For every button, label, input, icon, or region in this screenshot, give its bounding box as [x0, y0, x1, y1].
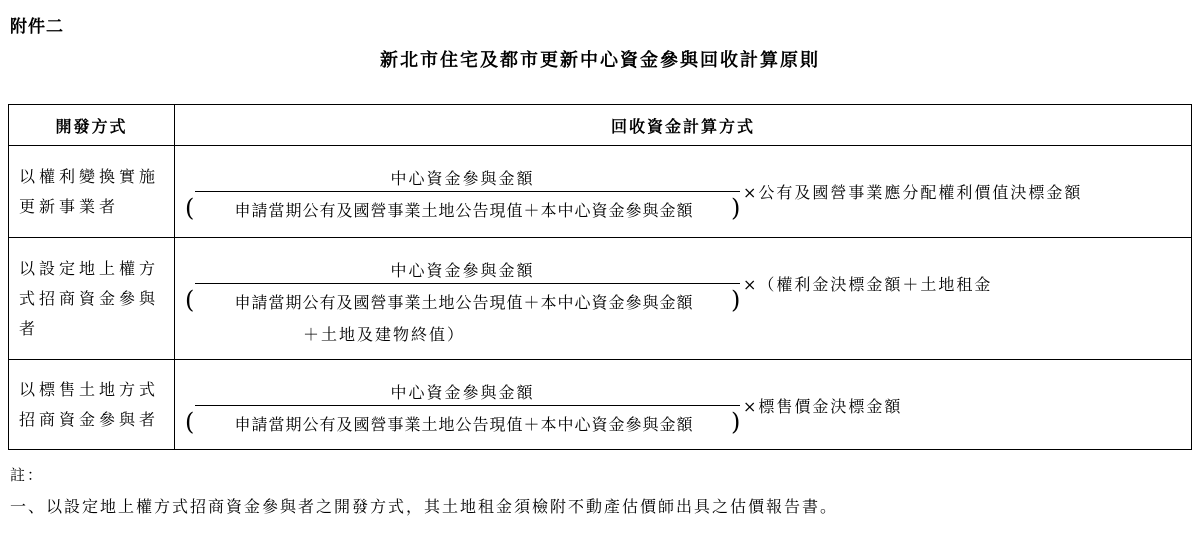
formula	[185, 158, 1185, 228]
table-row	[9, 146, 1192, 238]
fraction-line	[195, 283, 740, 284]
notes-label: 註：	[10, 466, 45, 484]
left-paren: (	[185, 408, 195, 436]
attachment-label: 附件二	[10, 17, 64, 37]
right-paren: )	[731, 408, 741, 436]
calculation-table	[8, 104, 1192, 450]
table-header-row	[9, 105, 1192, 146]
formula-cell	[175, 146, 1192, 238]
formula-continuation: ＋土地及建物終值）	[303, 325, 466, 344]
formula-numerator: 中心資金參與金額	[390, 261, 535, 280]
fraction-line	[195, 405, 740, 406]
formula-cell	[175, 360, 1192, 450]
header-development-method: 開發方式	[9, 105, 175, 146]
right-paren: )	[731, 286, 741, 314]
table-row	[9, 360, 1192, 450]
formula-multiplier: ×（權利金決標金額＋土地租金	[743, 275, 993, 294]
table-row	[9, 238, 1192, 360]
formula-cell	[175, 238, 1192, 360]
formula-denominator: 申請當期公有及國營事業土地公告現值＋本中心資金參與金額	[234, 293, 694, 312]
formula	[185, 250, 1185, 320]
method-cell: 以設定地上權方式招商資金參與者	[9, 238, 175, 360]
formula-multiplier: ×公有及國營事業應分配權利價值決標金額	[743, 183, 1083, 202]
note-item: 一、以設定地上權方式招商資金參與者之開發方式，其土地租金須檢附不動產估價師出具之估價報告書。	[10, 497, 839, 516]
method-cell: 以標售土地方式招商資金參與者	[9, 360, 175, 450]
formula	[185, 372, 1185, 442]
formula-multiplier: ×標售價金決標金額	[743, 397, 903, 416]
formula-denominator: 申請當期公有及國營事業土地公告現值＋本中心資金參與金額	[234, 415, 694, 434]
formula-numerator: 中心資金參與金額	[390, 383, 535, 402]
header-recovery-formula: 回收資金計算方式	[175, 105, 1192, 146]
method-cell: 以權利變換實施更新事業者	[9, 146, 175, 238]
page-title: 新北市住宅及都市更新中心資金參與回收計算原則	[380, 50, 820, 71]
left-paren: (	[185, 194, 195, 222]
right-paren: )	[731, 194, 741, 222]
left-paren: (	[185, 286, 195, 314]
fraction-line	[195, 191, 740, 192]
formula-numerator: 中心資金參與金額	[390, 169, 535, 188]
formula-denominator: 申請當期公有及國營事業土地公告現值＋本中心資金參與金額	[234, 201, 694, 220]
